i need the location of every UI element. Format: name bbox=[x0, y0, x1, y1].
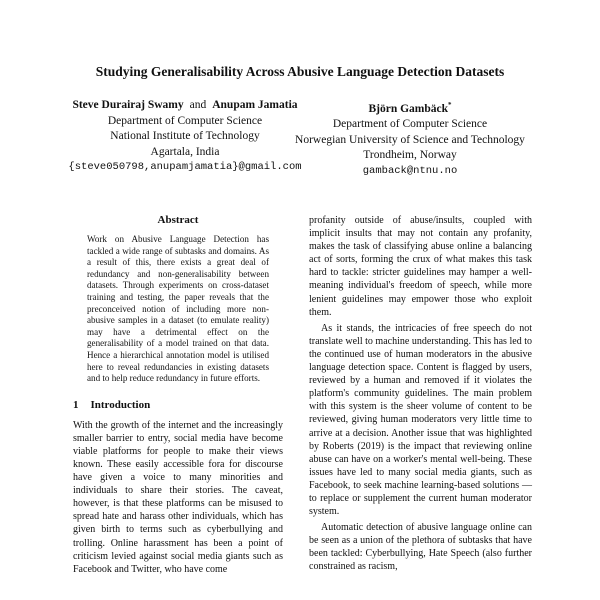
section-heading-introduction bbox=[73, 399, 283, 411]
left-column bbox=[73, 214, 283, 576]
author-footnote-mark: * bbox=[448, 101, 452, 109]
author-names-left bbox=[60, 98, 310, 114]
abstract-text: Work on Abusive Language Detection has tackled a wide range of subtasks and domains. As a result of this, there exists a great deal of redundancy and non-generalisability between datasets. Through experiments on cross-dataset training and testing, the paper reveals that the preconceived notion of including more non-abusive samples in a dataset (to emulate reality) may have a detrimental effect on the generalisability of a model trained on that data. Hence a hierarchical annotation model is utilised here to reveal redundancies in existing datasets and to help reduce redundancy in future efforts. bbox=[87, 234, 269, 384]
author-name-1: Steve Durairaj Swamy bbox=[72, 99, 184, 111]
affiliation-left bbox=[60, 98, 310, 176]
institution-right: Norwegian University of Science and Technology bbox=[295, 133, 525, 146]
author-and: and bbox=[189, 99, 207, 111]
author-name-right bbox=[290, 98, 530, 117]
intro-paragraph: With the growth of the internet and the increasingly smaller barrier to entry, social media have become viable platforms for people to make their views known. These easily accessible fora for discourse have given a voice to many minorities and individuals to share their stories. The caveat, however, is that these platforms can be misused to spread hate and harass other individuals, which has given birth to terms such as cyberbullying and trolling. Online harassment has been a point of criticism levied against social media giants such as Facebook and Twitter, who have come bbox=[73, 419, 283, 575]
affiliation-right bbox=[290, 98, 530, 179]
author-name-2: Anupam Jamatia bbox=[212, 99, 298, 111]
email-right: gamback@ntnu.no bbox=[362, 164, 458, 177]
location-left: Agartala, India bbox=[150, 145, 220, 158]
location-right: Trondheim, Norway bbox=[363, 149, 457, 162]
dept-right: Department of Computer Science bbox=[332, 118, 488, 131]
right-paragraph-3: Automatic detection of abusive language online can be seen as a union of the plethora of subtasks that have been tackled: Cyberbullying, Hate Speech (also further constrained as racism, bbox=[309, 522, 532, 573]
right-column bbox=[309, 214, 532, 574]
abstract-heading: Abstract bbox=[157, 214, 199, 226]
paper-title: Studying Generalisability Across Abusive Language Detection Datasets bbox=[95, 64, 505, 79]
section-title: Introduction bbox=[90, 398, 151, 411]
institution-left: National Institute of Technology bbox=[110, 130, 260, 142]
right-paragraph-2: As it stands, the intricacies of free speech do not translate well to machine understanding. This has led to the continued use of human moderators in the abusive language detection space. Content is flagged by users, reviewed by a human and removed if it violates the platform's community guidelines. The main problem with this system is the sheer volume of content to be reviewed, giving human moderators very little time to arrive at a decision. Another issue that was highlighted by Roberts (2019) is the impact that reviewing online abuse can have on a worker's mental well-being. These issues have led to many social media giants, such as Facebook, to seek machine learning-based solutions — to replace or supplement the current human moderator system. bbox=[309, 322, 532, 518]
dept-left: Department of Computer Science bbox=[107, 114, 263, 127]
section-number: 1 bbox=[73, 398, 79, 411]
author-name-3: Björn Gambäck bbox=[368, 102, 449, 115]
right-paragraph-1: profanity outside of abuse/insults, coupled with implicit insults that may not contain any profanity, makes the task of classifying abuse online a balancing act of sorts, forming the crux of what makes this task hard to tackle: stricter guidelines may hamper a well-meaning individual's freedom of speech, while more lenient guidelines may empower those who exploit them. bbox=[309, 215, 532, 318]
email-left: {steve050798,anupamjamatia}@gmail.com bbox=[68, 161, 302, 173]
